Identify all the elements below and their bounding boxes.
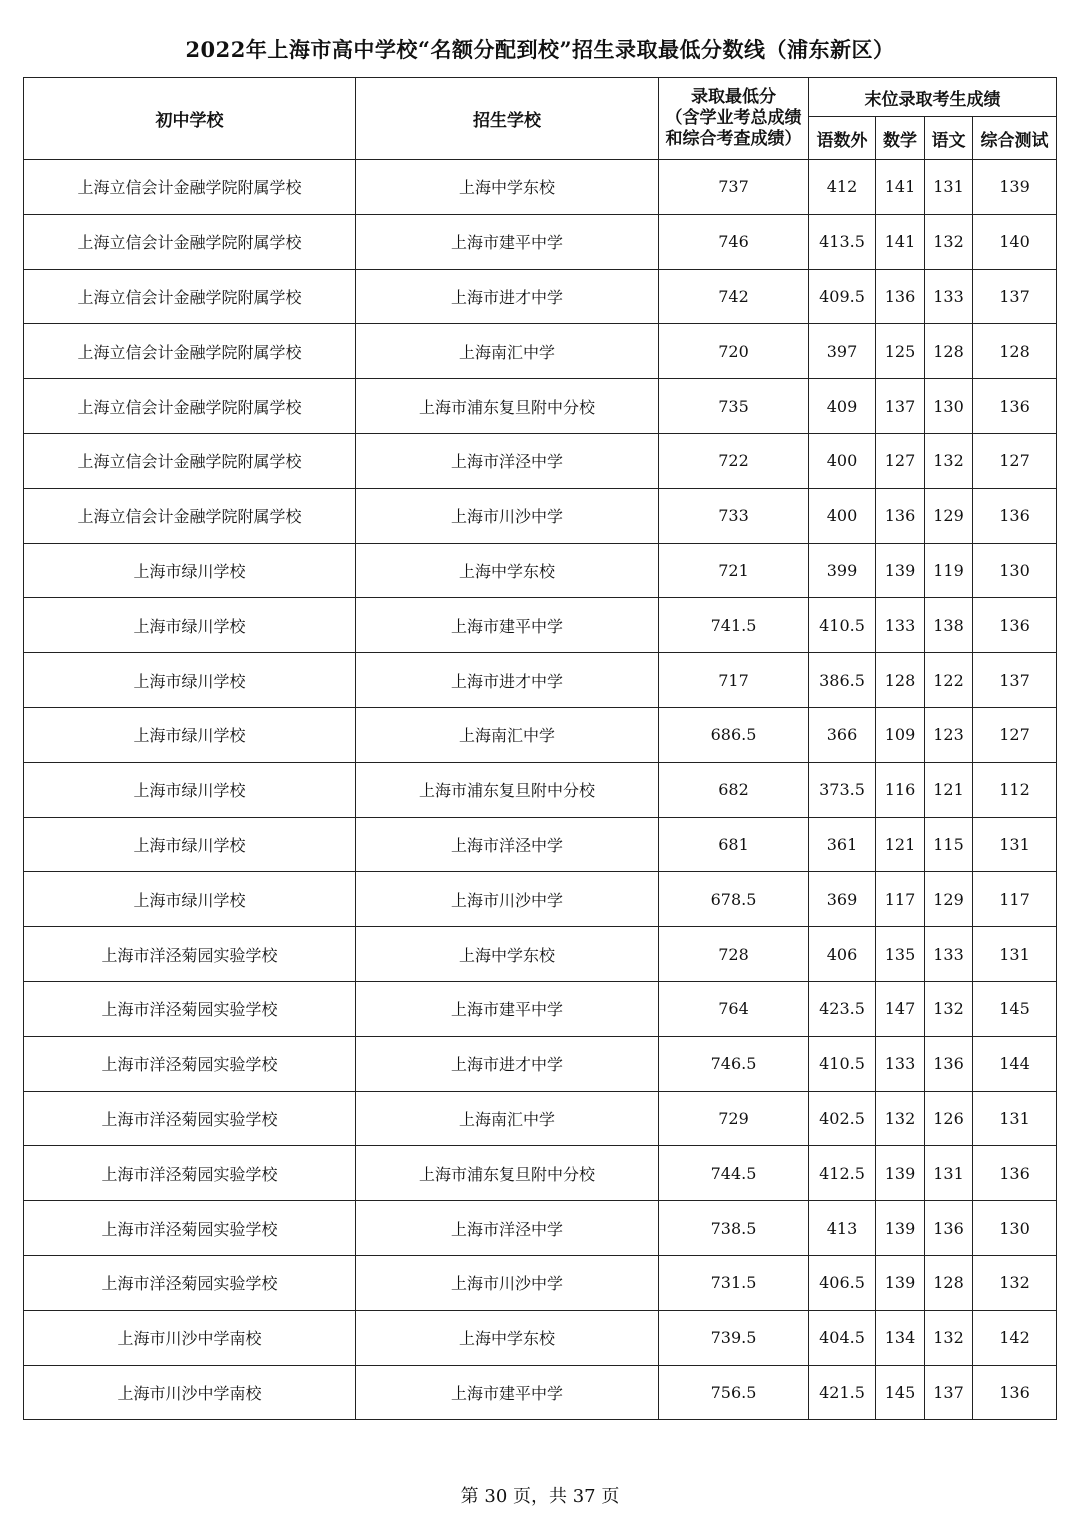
cell-admitting-school: 上海市建平中学 [356, 214, 659, 269]
cell-admitting-school: 上海南汇中学 [356, 1091, 659, 1146]
col-header-chinese: 语文 [925, 117, 973, 160]
min-score-note-1: （含学业考总成绩 [665, 108, 802, 128]
cell-min-score: 738.5 [659, 1201, 809, 1256]
cell-middle-school: 上海立信会计金融学院附属学校 [24, 324, 356, 379]
cell-admitting-school: 上海中学东校 [356, 543, 659, 598]
cell-math: 133 [876, 598, 925, 653]
cell-admitting-school: 上海市川沙中学 [356, 872, 659, 927]
cell-min-score: 756.5 [659, 1365, 809, 1420]
cell-min-score: 729 [659, 1091, 809, 1146]
col-header-last-admitted: 末位录取考生成绩 [809, 78, 1057, 117]
cell-chinese: 132 [925, 981, 973, 1036]
cell-chinese: 133 [925, 927, 973, 982]
cell-middle-school: 上海市绿川学校 [24, 653, 356, 708]
cell-yuwenwai: 404.5 [809, 1310, 876, 1365]
cell-chinese: 131 [925, 1146, 973, 1201]
cell-admitting-school: 上海市进才中学 [356, 1036, 659, 1091]
table-row [24, 160, 1057, 215]
cell-middle-school: 上海市绿川学校 [24, 598, 356, 653]
cell-yuwenwai: 406.5 [809, 1255, 876, 1310]
cell-middle-school: 上海市洋泾菊园实验学校 [24, 1036, 356, 1091]
cell-math: 137 [876, 379, 925, 434]
cell-math: 127 [876, 433, 925, 488]
cell-admitting-school: 上海市浦东复旦附中分校 [356, 379, 659, 434]
table-row [24, 324, 1057, 379]
cell-yuwenwai: 397 [809, 324, 876, 379]
cell-middle-school: 上海市洋泾菊园实验学校 [24, 1201, 356, 1256]
cell-yuwenwai: 366 [809, 707, 876, 762]
cell-math: 147 [876, 981, 925, 1036]
cell-yuwenwai: 413 [809, 1201, 876, 1256]
cell-chinese: 128 [925, 1255, 973, 1310]
cell-admitting-school: 上海市洋泾中学 [356, 433, 659, 488]
cell-middle-school: 上海市绿川学校 [24, 762, 356, 817]
cell-math: 139 [876, 1201, 925, 1256]
cell-middle-school: 上海立信会计金融学院附属学校 [24, 433, 356, 488]
table-row [24, 1146, 1057, 1201]
cell-math: 141 [876, 160, 925, 215]
cell-middle-school: 上海立信会计金融学院附属学校 [24, 214, 356, 269]
cell-yuwenwai: 423.5 [809, 981, 876, 1036]
table-row [24, 872, 1057, 927]
cell-min-score: 742 [659, 269, 809, 324]
page-title: 2022年上海市高中学校“名额分配到校”招生录取最低分数线（浦东新区） [185, 37, 895, 62]
cell-middle-school: 上海立信会计金融学院附属学校 [24, 269, 356, 324]
cell-math: 136 [876, 488, 925, 543]
cell-yuwenwai: 410.5 [809, 1036, 876, 1091]
cell-comprehensive: 136 [973, 1146, 1057, 1201]
cell-min-score: 678.5 [659, 872, 809, 927]
cell-comprehensive: 136 [973, 488, 1057, 543]
cell-admitting-school: 上海市川沙中学 [356, 488, 659, 543]
cell-min-score: 739.5 [659, 1310, 809, 1365]
cell-min-score: 681 [659, 817, 809, 872]
cell-min-score: 746.5 [659, 1036, 809, 1091]
cell-admitting-school: 上海市建平中学 [356, 598, 659, 653]
cell-middle-school: 上海市洋泾菊园实验学校 [24, 981, 356, 1036]
page-footer: 第 30 页，共 37 页 [460, 1486, 620, 1507]
table-row [24, 1091, 1057, 1146]
cell-admitting-school: 上海市进才中学 [356, 653, 659, 708]
cell-chinese: 115 [925, 817, 973, 872]
cell-comprehensive: 130 [973, 1201, 1057, 1256]
table-row [24, 269, 1057, 324]
cell-chinese: 126 [925, 1091, 973, 1146]
cell-comprehensive: 128 [973, 324, 1057, 379]
cell-admitting-school: 上海中学东校 [356, 1310, 659, 1365]
cell-middle-school: 上海市洋泾菊园实验学校 [24, 1255, 356, 1310]
cell-admitting-school: 上海市川沙中学 [356, 1255, 659, 1310]
cell-comprehensive: 127 [973, 433, 1057, 488]
cell-middle-school: 上海市川沙中学南校 [24, 1310, 356, 1365]
table-row [24, 927, 1057, 982]
cell-admitting-school: 上海中学东校 [356, 927, 659, 982]
cell-comprehensive: 136 [973, 379, 1057, 434]
cell-middle-school: 上海市洋泾菊园实验学校 [24, 1146, 356, 1201]
col-header-middle-school: 初中学校 [24, 78, 356, 160]
cell-yuwenwai: 402.5 [809, 1091, 876, 1146]
cell-middle-school: 上海市洋泾菊园实验学校 [24, 927, 356, 982]
cell-math: 125 [876, 324, 925, 379]
cell-comprehensive: 144 [973, 1036, 1057, 1091]
table-row [24, 653, 1057, 708]
cell-admitting-school: 上海市建平中学 [356, 1365, 659, 1420]
cell-comprehensive: 127 [973, 707, 1057, 762]
cell-admitting-school: 上海南汇中学 [356, 707, 659, 762]
cell-math: 139 [876, 543, 925, 598]
cell-chinese: 129 [925, 872, 973, 927]
cell-middle-school: 上海市绿川学校 [24, 707, 356, 762]
cell-min-score: 720 [659, 324, 809, 379]
cell-middle-school: 上海市川沙中学南校 [24, 1365, 356, 1420]
cell-middle-school: 上海立信会计金融学院附属学校 [24, 160, 356, 215]
table-row [24, 433, 1057, 488]
table-header [24, 78, 1057, 160]
cell-admitting-school: 上海市洋泾中学 [356, 817, 659, 872]
cell-chinese: 136 [925, 1201, 973, 1256]
cell-admitting-school: 上海市浦东复旦附中分校 [356, 1146, 659, 1201]
cell-middle-school: 上海市绿川学校 [24, 872, 356, 927]
min-score-note-2: 和综合考查成绩） [665, 129, 802, 149]
cell-min-score: 721 [659, 543, 809, 598]
min-score-label: 录取最低分 [691, 87, 776, 107]
table-body [24, 160, 1057, 1420]
cell-comprehensive: 137 [973, 269, 1057, 324]
cell-chinese: 119 [925, 543, 973, 598]
cell-chinese: 138 [925, 598, 973, 653]
cell-comprehensive: 142 [973, 1310, 1057, 1365]
cell-comprehensive: 139 [973, 160, 1057, 215]
cell-math: 139 [876, 1255, 925, 1310]
cell-comprehensive: 117 [973, 872, 1057, 927]
cell-math: 145 [876, 1365, 925, 1420]
cell-chinese: 136 [925, 1036, 973, 1091]
cell-min-score: 764 [659, 981, 809, 1036]
cell-chinese: 133 [925, 269, 973, 324]
cell-math: 121 [876, 817, 925, 872]
cell-math: 132 [876, 1091, 925, 1146]
cell-chinese: 132 [925, 433, 973, 488]
cell-comprehensive: 131 [973, 927, 1057, 982]
cell-math: 135 [876, 927, 925, 982]
cell-chinese: 129 [925, 488, 973, 543]
cell-comprehensive: 145 [973, 981, 1057, 1036]
table-row [24, 981, 1057, 1036]
cell-admitting-school: 上海市进才中学 [356, 269, 659, 324]
table-row [24, 1365, 1057, 1420]
cell-chinese: 123 [925, 707, 973, 762]
cell-comprehensive: 130 [973, 543, 1057, 598]
cell-comprehensive: 131 [973, 1091, 1057, 1146]
cell-admitting-school: 上海中学东校 [356, 160, 659, 215]
cell-math: 117 [876, 872, 925, 927]
cell-min-score: 728 [659, 927, 809, 982]
cell-middle-school: 上海立信会计金融学院附属学校 [24, 488, 356, 543]
table-row [24, 1255, 1057, 1310]
cell-yuwenwai: 413.5 [809, 214, 876, 269]
cell-chinese: 131 [925, 160, 973, 215]
cell-comprehensive: 136 [973, 1365, 1057, 1420]
cell-math: 116 [876, 762, 925, 817]
cell-comprehensive: 132 [973, 1255, 1057, 1310]
table-row [24, 707, 1057, 762]
cell-yuwenwai: 421.5 [809, 1365, 876, 1420]
table-row [24, 598, 1057, 653]
col-header-min-score [659, 78, 809, 160]
cell-yuwenwai: 400 [809, 433, 876, 488]
cell-middle-school: 上海市绿川学校 [24, 817, 356, 872]
col-header-admitting-school: 招生学校 [356, 78, 659, 160]
cell-math: 141 [876, 214, 925, 269]
cell-math: 139 [876, 1146, 925, 1201]
cell-min-score: 744.5 [659, 1146, 809, 1201]
cell-math: 128 [876, 653, 925, 708]
table-row [24, 1310, 1057, 1365]
cell-middle-school: 上海市绿川学校 [24, 543, 356, 598]
cell-yuwenwai: 409 [809, 379, 876, 434]
cell-math: 109 [876, 707, 925, 762]
cell-yuwenwai: 400 [809, 488, 876, 543]
cell-min-score: 717 [659, 653, 809, 708]
col-header-yuwenwai: 语数外 [809, 117, 876, 160]
cell-min-score: 746 [659, 214, 809, 269]
cell-min-score: 741.5 [659, 598, 809, 653]
cell-yuwenwai: 412.5 [809, 1146, 876, 1201]
cell-chinese: 132 [925, 214, 973, 269]
cell-chinese: 128 [925, 324, 973, 379]
cell-yuwenwai: 406 [809, 927, 876, 982]
cell-math: 136 [876, 269, 925, 324]
cell-admitting-school: 上海市建平中学 [356, 981, 659, 1036]
cell-comprehensive: 112 [973, 762, 1057, 817]
cell-chinese: 132 [925, 1310, 973, 1365]
col-header-comprehensive: 综合测试 [973, 117, 1057, 160]
cell-chinese: 122 [925, 653, 973, 708]
cell-yuwenwai: 409.5 [809, 269, 876, 324]
cell-comprehensive: 136 [973, 598, 1057, 653]
cell-admitting-school: 上海市洋泾中学 [356, 1201, 659, 1256]
cell-comprehensive: 140 [973, 214, 1057, 269]
cell-comprehensive: 137 [973, 653, 1057, 708]
table-row [24, 214, 1057, 269]
cell-admitting-school: 上海市浦东复旦附中分校 [356, 762, 659, 817]
table-row [24, 488, 1057, 543]
cell-min-score: 735 [659, 379, 809, 434]
cell-chinese: 137 [925, 1365, 973, 1420]
cell-middle-school: 上海市洋泾菊园实验学校 [24, 1091, 356, 1146]
cell-yuwenwai: 399 [809, 543, 876, 598]
table-row [24, 762, 1057, 817]
cell-yuwenwai: 410.5 [809, 598, 876, 653]
col-header-math: 数学 [876, 117, 925, 160]
table-row [24, 543, 1057, 598]
cell-math: 134 [876, 1310, 925, 1365]
table-row [24, 817, 1057, 872]
cell-chinese: 130 [925, 379, 973, 434]
cell-chinese: 121 [925, 762, 973, 817]
cell-min-score: 722 [659, 433, 809, 488]
cell-yuwenwai: 361 [809, 817, 876, 872]
admission-score-table [23, 77, 1057, 1420]
table-row [24, 1036, 1057, 1091]
cell-min-score: 682 [659, 762, 809, 817]
cell-min-score: 737 [659, 160, 809, 215]
cell-yuwenwai: 373.5 [809, 762, 876, 817]
cell-admitting-school: 上海南汇中学 [356, 324, 659, 379]
cell-yuwenwai: 412 [809, 160, 876, 215]
table-row [24, 379, 1057, 434]
cell-yuwenwai: 386.5 [809, 653, 876, 708]
cell-min-score: 733 [659, 488, 809, 543]
cell-math: 133 [876, 1036, 925, 1091]
cell-middle-school: 上海立信会计金融学院附属学校 [24, 379, 356, 434]
cell-comprehensive: 131 [973, 817, 1057, 872]
cell-min-score: 731.5 [659, 1255, 809, 1310]
cell-min-score: 686.5 [659, 707, 809, 762]
cell-yuwenwai: 369 [809, 872, 876, 927]
table-row [24, 1201, 1057, 1256]
